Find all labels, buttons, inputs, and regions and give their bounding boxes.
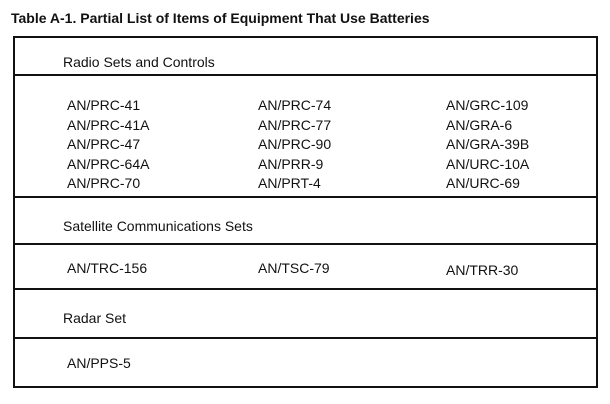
- equipment-item: AN/PRC-77: [258, 116, 332, 133]
- equipment-item: AN/PRC-64A: [67, 155, 150, 172]
- equipment-item: AN/TSC-79: [258, 260, 330, 276]
- equipment-item: AN/PRT-4: [258, 175, 321, 191]
- equipment-item: AN/TRC-156: [67, 260, 148, 276]
- equipment-item: AN/URC-69: [446, 175, 520, 191]
- equipment-item: AN/GRC-109: [446, 97, 529, 113]
- equipment-item: AN/PRC-74: [258, 97, 332, 113]
- equipment-item: AN/PRC-41A: [67, 116, 150, 133]
- table-divider: [15, 196, 596, 198]
- equipment-item: AN/PPS-5: [67, 355, 131, 371]
- table-divider: [15, 337, 596, 339]
- table-divider: [15, 288, 596, 290]
- table-divider: [15, 74, 596, 76]
- equipment-item: AN/PRC-41: [67, 97, 141, 113]
- table-title: Table A-1. Partial List of Items of Equipment That Use Batteries: [11, 10, 430, 26]
- equipment-item: AN/PRC-90: [258, 136, 332, 152]
- equipment-item: AN/GRA-6: [446, 116, 513, 133]
- section-header-radar-set: Radar Set: [63, 310, 127, 326]
- equipment-item: AN/PRC-70: [67, 175, 141, 191]
- equipment-item: AN/GRA-39B: [446, 136, 530, 152]
- equipment-item: AN/PRR-9: [258, 155, 324, 172]
- table-divider: [15, 243, 596, 245]
- equipment-item: AN/PRC-47: [67, 136, 141, 152]
- section-header-radio-sets: Radio Sets and Controls: [63, 54, 215, 70]
- equipment-item: AN/URC-10A: [446, 155, 530, 172]
- section-header-satellite-sets: Satellite Communications Sets: [63, 218, 253, 234]
- equipment-item: AN/TRR-30: [446, 262, 519, 278]
- equipment-table: [13, 36, 598, 388]
